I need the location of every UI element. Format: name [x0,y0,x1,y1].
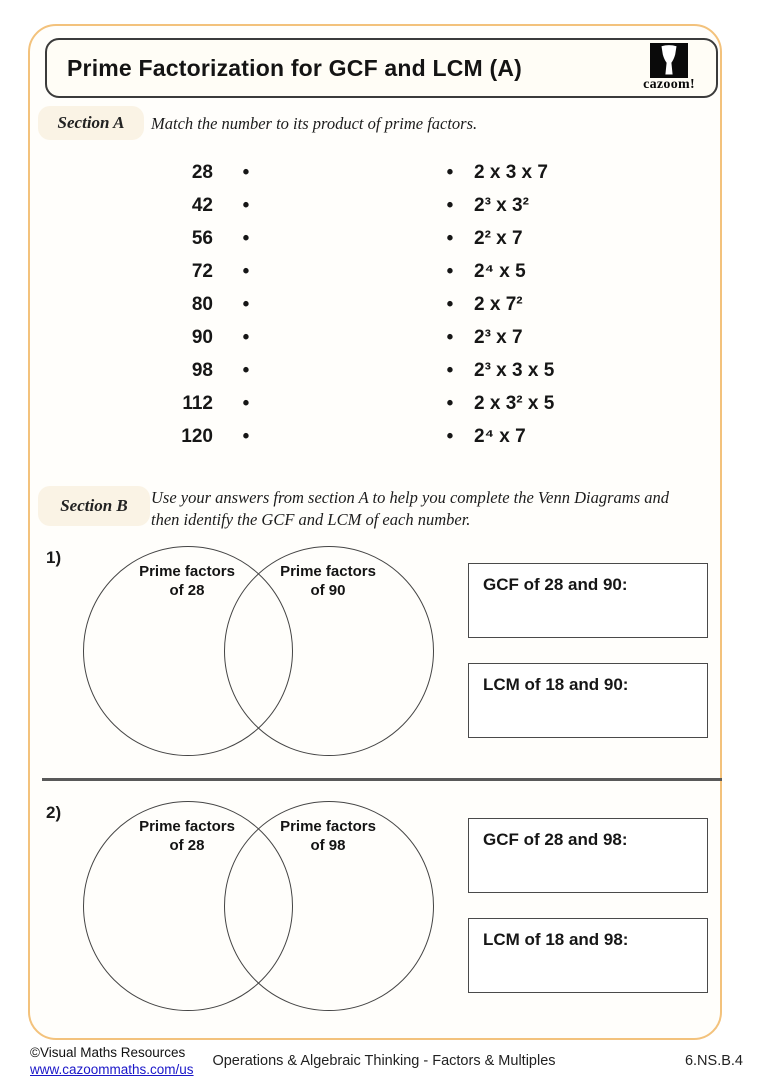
venn-2-left-label [117,817,257,855]
match-right-bullet: • [446,360,454,381]
cazoom-logo-text: cazoom! [643,77,695,92]
match-right-bullet: • [446,228,454,249]
venn-2-left-label-line1: Prime factors [139,818,235,835]
venn-2-right-label-line1: Prime factors [280,818,376,835]
match-left-bullet: • [242,360,250,381]
footer-standard-code: 6.NS.B.4 [684,1053,743,1069]
footer-category: Operations & Algebraic Thinking - Factors & Multiples [212,1053,556,1069]
match-factorization: 2³ x 7 [474,327,523,348]
match-row [0,156,768,189]
cazoom-logo [636,43,702,93]
match-left-bullet: • [242,195,250,216]
match-number: 90 [191,327,213,348]
match-row [0,288,768,321]
section-b-instruction-line2: then identify the GCF and LCM of each number. [151,510,471,529]
match-factorization: 2⁴ x 7 [474,426,526,447]
match-right-bullet: • [446,426,454,447]
venn-2-gcf-answer-box [468,818,708,893]
problem-2-number: 2) [46,803,62,822]
match-left-bullet: • [242,426,250,447]
match-left-bullet: • [242,228,250,249]
match-row [0,387,768,420]
section-divider [42,778,722,781]
match-factorization: 2 x 7² [474,294,523,315]
venn-2-left-label-line2: of 28 [169,837,205,854]
match-right-bullet: • [446,327,454,348]
venn-1-gcf-answer-box [468,563,708,638]
match-right-bullet: • [446,261,454,282]
venn-problem-1 [0,540,768,790]
footer-website-link[interactable]: www.cazoommaths.com/us [30,1062,194,1077]
match-right-bullet: • [446,162,454,183]
match-right-bullet: • [446,195,454,216]
venn-2-gcf-label: GCF of 28 and 98: [483,830,628,849]
match-left-bullet: • [242,261,250,282]
problem-1-number: 1) [46,548,62,567]
venn-problem-2 [0,795,768,1045]
match-right-bullet: • [446,294,454,315]
venn-2-lcm-answer-box [468,918,708,993]
venn-1-lcm-answer-box [468,663,708,738]
cazoom-drum-icon [650,43,688,78]
match-row [0,420,768,453]
match-number: 80 [191,294,213,315]
match-row [0,189,768,222]
match-right-bullet: • [446,393,454,414]
match-row [0,222,768,255]
venn-1-left-label-line1: Prime factors [139,563,235,580]
match-number: 112 [182,393,213,414]
match-number: 56 [191,228,213,249]
section-b-instruction [151,487,669,531]
match-number: 28 [191,162,213,183]
match-number: 98 [191,360,213,381]
match-factorization: 2 x 3 x 7 [474,162,548,183]
venn-1-left-label [117,562,257,600]
venn-1-right-label-line1: Prime factors [280,563,376,580]
match-factorization: 2³ x 3 x 5 [474,360,555,381]
match-row [0,321,768,354]
match-factorization: 2³ x 3² [474,195,529,216]
match-left-bullet: • [242,162,250,183]
match-number: 72 [191,261,213,282]
venn-1-right-label [258,562,398,600]
title-bar [45,38,718,98]
venn-2-right-label-line2: of 98 [310,837,346,854]
match-number: 42 [191,195,213,216]
match-factorization: 2⁴ x 5 [474,261,526,282]
section-a-instruction: Match the number to its product of prime factors. [151,114,478,133]
venn-1-gcf-label: GCF of 28 and 90: [483,575,628,594]
match-number: 120 [181,426,213,447]
venn-1-right-label-line2: of 90 [310,582,346,599]
match-left-bullet: • [242,393,250,414]
section-b-label: Section B [38,486,150,526]
section-a-label: Section A [38,106,144,140]
match-left-bullet: • [242,327,250,348]
venn-2-right-label [258,817,398,855]
match-left-bullet: • [242,294,250,315]
section-b-instruction-line1: Use your answers from section A to help you complete the Venn Diagrams and [151,488,670,507]
match-row [0,354,768,387]
match-list [0,156,768,453]
footer-copyright: ©Visual Maths Resources [30,1045,186,1060]
match-factorization: 2 x 3² x 5 [474,393,555,414]
venn-1-left-label-line2: of 28 [169,582,205,599]
match-row [0,255,768,288]
venn-2-lcm-label: LCM of 18 and 98: [483,930,629,949]
page-title: Prime Factorization for GCF and LCM (A) [67,54,523,81]
match-factorization: 2² x 7 [474,228,523,249]
venn-1-lcm-label: LCM of 18 and 90: [483,675,629,694]
